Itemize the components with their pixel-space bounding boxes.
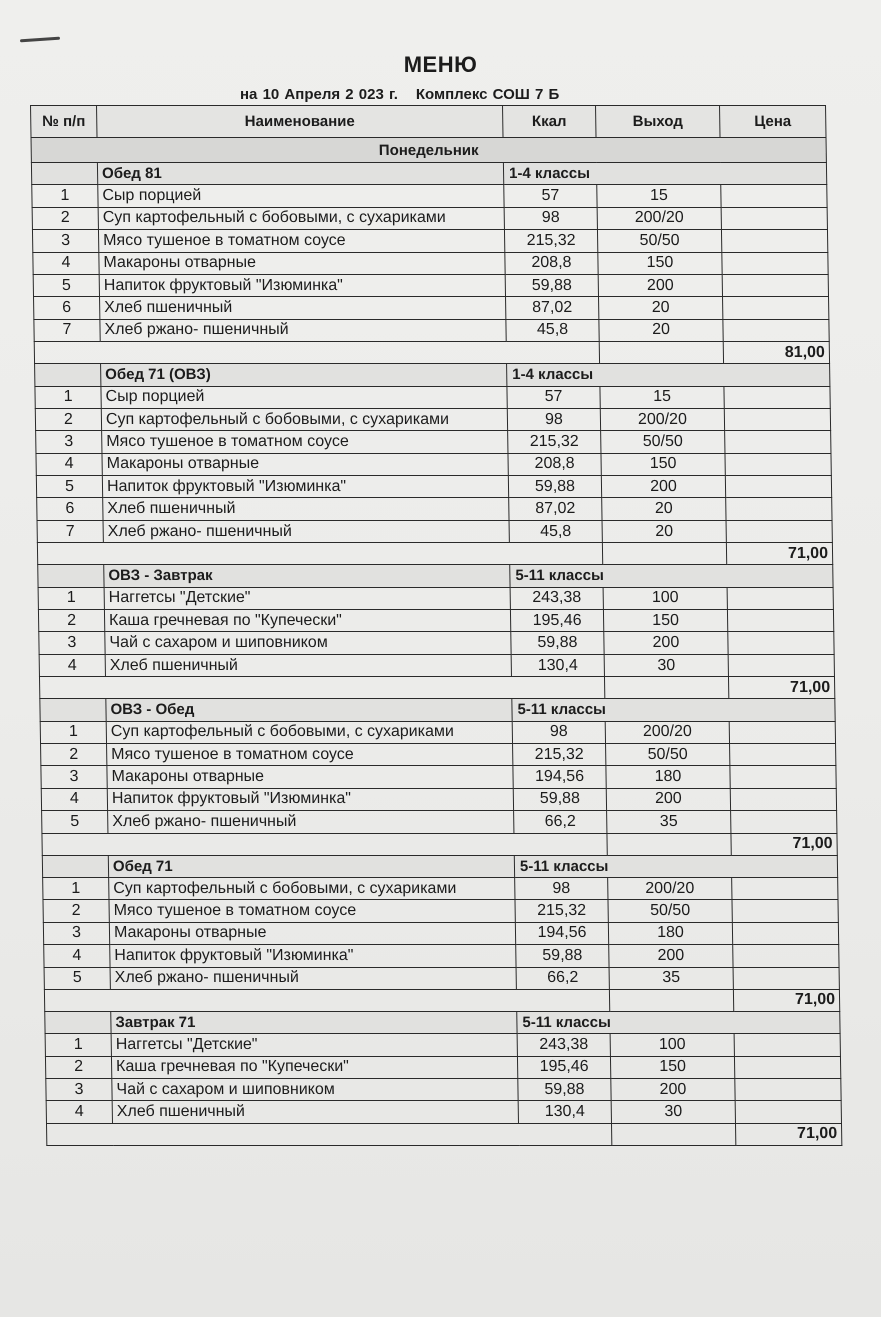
item-kcal: 130,4 [511,654,604,676]
item-yield: 30 [611,1101,735,1123]
table-row [45,1034,840,1056]
item-number: 1 [32,185,98,207]
item-yield: 50/50 [608,900,732,922]
item-name: Хлеб пшеничный [103,498,509,520]
table-row [38,587,833,609]
table-row [32,185,827,207]
total-blank [599,342,723,364]
item-kcal: 66,2 [514,811,607,833]
item-yield: 180 [608,922,732,944]
table-row [41,788,836,810]
item-name: Мясо тушеное в томатном соусе [102,431,508,453]
item-number: 5 [44,967,110,989]
section-total-price: 71,00 [731,833,837,855]
item-number: 2 [45,1056,111,1078]
item-price [728,654,834,676]
item-yield: 200/20 [608,877,732,899]
menu-title: МЕНЮ [403,52,478,77]
section-classes: 5-11 классы [510,565,833,587]
header-num: № п/п [31,106,98,138]
section-blank [40,699,106,721]
item-name: Хлеб пшеничный [112,1101,518,1123]
item-kcal: 59,88 [513,788,606,810]
item-price [722,274,828,296]
item-kcal: 66,2 [516,967,609,989]
total-blank [46,1123,611,1145]
item-kcal: 215,32 [504,230,597,252]
item-name: Чай с сахаром и шиповником [112,1079,518,1101]
total-blank [607,833,731,855]
item-number: 5 [36,476,102,498]
item-price [730,788,836,810]
table-row [46,1079,841,1101]
section-title: Обед 71 [108,855,514,877]
item-name: Хлеб ржано- пшеничный [100,319,506,341]
section-header-row [38,565,833,587]
total-blank [604,677,728,699]
table-row [35,408,830,430]
item-name: Суп картофельный с бобовыми, с сухариками [101,408,507,430]
item-price [734,1056,840,1078]
section-header-row [35,364,830,386]
item-name: Макароны отварные [109,922,515,944]
item-number: 3 [41,766,107,788]
item-kcal: 130,4 [518,1101,611,1123]
item-kcal: 243,38 [517,1034,610,1056]
item-price [725,453,831,475]
item-kcal: 194,56 [515,922,608,944]
item-name: Хлеб пшеничный [100,297,506,319]
item-name: Напиток фруктовый "Изюминка" [107,788,513,810]
item-number: 4 [36,453,102,475]
section-title: ОВЗ - Обед [106,699,512,721]
section-total-price: 71,00 [728,677,834,699]
item-kcal: 98 [504,207,597,229]
item-price [723,297,829,319]
section-total-price: 81,00 [723,342,829,364]
section-total-row [42,833,837,855]
item-kcal: 215,32 [513,743,606,765]
item-kcal: 59,88 [511,632,604,654]
item-yield: 35 [609,967,733,989]
item-name: Суп картофельный с бобовыми, с сухариками [109,877,515,899]
item-kcal: 98 [515,877,608,899]
item-number: 1 [43,877,109,899]
section-header-row [40,699,835,721]
item-yield: 50/50 [601,431,725,453]
table-row [46,1101,841,1123]
item-price [724,408,830,430]
section-total-row [39,677,834,699]
item-yield: 150 [601,453,725,475]
item-number: 1 [40,721,106,743]
item-yield: 15 [600,386,724,408]
section-blank [31,163,97,185]
section-total-price: 71,00 [735,1123,841,1145]
table-row [34,297,829,319]
item-price [727,610,833,632]
item-yield: 100 [603,587,727,609]
item-number: 2 [32,207,98,229]
table-row [44,945,839,967]
item-name: Каша гречневая по "Купечески" [104,610,510,632]
item-kcal: 59,88 [518,1079,611,1101]
item-name: Мясо тушеное в томатном соусе [109,900,515,922]
item-price [724,386,830,408]
table-row [43,877,838,899]
menu-date: на 10 Апреля 2 023 г. [240,86,398,103]
section-classes: 5-11 классы [514,855,837,877]
header-name: Наименование [97,106,504,138]
item-number: 7 [37,520,103,542]
item-kcal: 45,8 [506,319,599,341]
item-yield: 200 [609,945,733,967]
item-price [728,632,834,654]
item-name: Сыр порцией [98,185,504,207]
menu-subtitle [240,86,577,103]
item-name: Хлеб ржано- пшеничный [108,811,514,833]
item-number: 2 [43,900,109,922]
item-yield: 30 [604,654,728,676]
item-number: 3 [36,431,102,453]
table-row [39,654,834,676]
item-number: 1 [35,386,101,408]
item-price [726,498,832,520]
item-number: 5 [33,274,99,296]
section-title: Обед 71 (ОВЗ) [101,364,507,386]
item-number: 3 [39,632,105,654]
item-yield: 20 [599,297,723,319]
item-kcal: 195,46 [510,610,603,632]
item-number: 7 [34,319,100,341]
header-row [31,106,827,138]
section-title: Обед 81 [97,163,503,185]
item-name: Напиток фруктовый "Изюминка" [110,945,516,967]
item-name: Наггетсы "Детские" [111,1034,517,1056]
item-kcal: 59,88 [516,945,609,967]
item-price [722,252,828,274]
section-header-row [42,855,837,877]
table-row [43,900,838,922]
section-classes: 1-4 классы [507,364,830,386]
item-yield: 200/20 [600,408,724,430]
item-name: Макароны отварные [107,766,513,788]
item-yield: 20 [602,520,726,542]
table-row [33,274,828,296]
item-price [733,967,839,989]
section-classes: 5-11 классы [512,699,835,721]
item-yield: 150 [598,252,722,274]
item-kcal: 215,32 [515,900,608,922]
item-number: 6 [37,498,103,520]
item-yield: 50/50 [597,230,721,252]
item-yield: 200 [601,476,725,498]
section-total-price: 71,00 [726,543,832,565]
total-blank [44,989,609,1011]
item-kcal: 87,02 [506,297,599,319]
table-row [35,386,830,408]
item-number: 3 [46,1079,112,1101]
item-yield: 200/20 [597,207,721,229]
section-classes: 5-11 классы [517,1011,840,1033]
table-row [33,252,828,274]
item-yield: 20 [599,319,723,341]
table-row [37,520,832,542]
item-yield: 150 [610,1056,734,1078]
item-kcal: 59,88 [508,476,601,498]
item-price [732,922,838,944]
table-row [34,319,829,341]
item-yield: 100 [610,1034,734,1056]
table-row [44,967,839,989]
item-number: 4 [44,945,110,967]
item-yield: 15 [597,185,721,207]
item-kcal: 215,32 [508,431,601,453]
item-price [726,520,832,542]
item-name: Суп картофельный с бобовыми, с сухариками [98,207,504,229]
item-number: 3 [43,922,109,944]
item-name: Суп картофельный с бобовыми, с сухариками [106,721,512,743]
item-number: 6 [34,297,100,319]
item-price [733,945,839,967]
item-name: Макароны отварные [99,252,505,274]
item-price [732,877,838,899]
item-yield: 35 [607,811,731,833]
table-row [37,498,832,520]
item-price [725,431,831,453]
header-kcal: Ккал [503,106,597,138]
item-name: Наггетсы "Детские" [104,587,510,609]
item-price [734,1034,840,1056]
item-yield: 200 [598,274,722,296]
item-price [721,185,827,207]
item-yield: 200 [606,788,730,810]
day-label: Понедельник [31,138,826,163]
section-blank [45,1011,111,1033]
item-number: 1 [38,587,104,609]
item-kcal: 98 [507,408,600,430]
menu-complex: Комплекс СОШ 7 Б [415,86,560,103]
table-row [41,743,836,765]
section-header-row [31,163,826,185]
table-row [32,207,827,229]
item-name: Напиток фруктовый "Изюминка" [99,274,505,296]
item-name: Каша гречневая по "Купечески" [111,1056,517,1078]
item-price [721,230,827,252]
table-row [38,610,833,632]
section-total-row [34,342,829,364]
item-number: 5 [42,811,108,833]
item-kcal: 87,02 [509,498,602,520]
item-name: Мясо тушеное в томатном соусе [98,230,504,252]
item-name: Хлеб ржано- пшеничный [110,967,516,989]
item-kcal: 98 [512,721,605,743]
table-row [45,1056,840,1078]
section-blank [42,855,108,877]
item-name: Сыр порцией [101,386,507,408]
item-kcal: 194,56 [513,766,606,788]
item-yield: 180 [606,766,730,788]
item-price [735,1079,841,1101]
total-blank [609,989,733,1011]
item-price [729,721,835,743]
table-row [43,922,838,944]
section-total-row [37,543,832,565]
section-blank [38,565,104,587]
item-price [723,319,829,341]
item-kcal: 59,88 [505,274,598,296]
table-row [40,721,835,743]
total-blank [34,342,599,364]
total-blank [602,543,726,565]
item-yield: 150 [603,610,727,632]
item-number: 4 [41,788,107,810]
item-kcal: 45,8 [509,520,602,542]
table-row [41,766,836,788]
item-kcal: 57 [507,386,600,408]
table-row [32,230,827,252]
item-price [732,900,838,922]
item-number: 4 [33,252,99,274]
item-kcal: 195,46 [517,1056,610,1078]
item-name: Хлеб пшеничный [105,654,511,676]
table-row [42,811,837,833]
item-yield: 200/20 [605,721,729,743]
item-number: 2 [35,408,101,430]
table-row [39,632,834,654]
item-name: Макароны отварные [102,453,508,475]
section-header-row [45,1011,840,1033]
total-blank [39,677,604,699]
item-kcal: 243,38 [510,587,603,609]
item-kcal: 208,8 [505,252,598,274]
section-blank [35,364,101,386]
item-yield: 200 [611,1079,735,1101]
total-blank [37,543,602,565]
item-kcal: 208,8 [508,453,601,475]
pen-mark [20,37,60,43]
total-blank [42,833,607,855]
section-total-row [46,1123,841,1145]
table-row [36,476,831,498]
item-name: Напиток фруктовый "Изюминка" [102,476,508,498]
table-row [36,453,831,475]
section-classes: 1-4 классы [503,163,826,185]
item-number: 4 [46,1101,112,1123]
item-yield: 200 [604,632,728,654]
item-price [725,476,831,498]
item-price [730,766,836,788]
item-price [730,743,836,765]
menu-table [30,105,842,1146]
section-total-row [44,989,839,1011]
header-price: Цена [720,106,827,138]
table-row [36,431,831,453]
total-blank [611,1123,735,1145]
header-yield: Выход [596,106,721,138]
item-yield: 50/50 [606,743,730,765]
item-number: 3 [32,230,98,252]
section-title: ОВЗ - Завтрак [104,565,510,587]
item-number: 2 [38,610,104,632]
item-price [731,811,837,833]
item-name: Чай с сахаром и шиповником [105,632,511,654]
item-number: 2 [41,743,107,765]
item-price [735,1101,841,1123]
day-row [31,138,826,163]
item-name: Мясо тушеное в томатном соусе [107,743,513,765]
item-kcal: 57 [504,185,597,207]
item-yield: 20 [602,498,726,520]
item-name: Хлеб ржано- пшеничный [103,520,509,542]
section-title: Завтрак 71 [111,1011,517,1033]
section-total-price: 71,00 [733,989,839,1011]
item-price [721,207,827,229]
item-price [727,587,833,609]
item-number: 1 [45,1034,111,1056]
item-number: 4 [39,654,105,676]
